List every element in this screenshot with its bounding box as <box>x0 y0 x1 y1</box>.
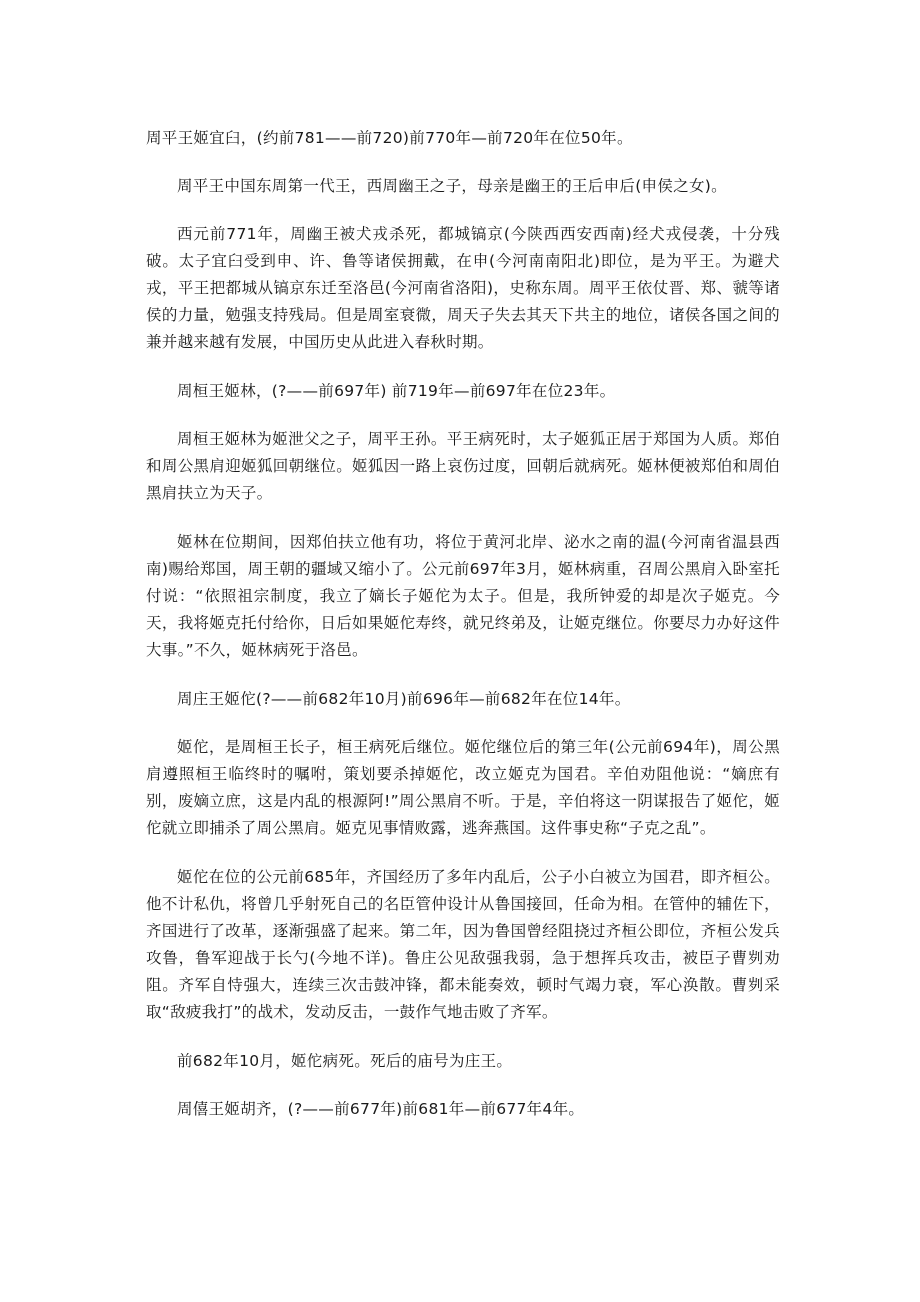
paragraph-pingwang-history: 西元前771年，周幽王被犬戎杀死，都城镐京(今陕西西安西南)经犬戎侵袭，十分残破。太子宜臼受到申、许、鲁等诸侯拥戴，在申(今河南南阳北)即位，是为平王。为避犬戎，平王把都城从镐京东迁至洛邑(今河南省洛阳)，史称东周。周平王依仗晋、郑、虢等诸侯的力量，勉强支持残局。但是周室衰微，周天子失去其天下共主的地位，诸侯各国之间的兼并越来越有发展，中国历史从此进入春秋时期。 <box>146 225 780 351</box>
paragraph-pingwang-title: 周平王姬宜臼，(约前781——前720)前770年—前720年在位50年。 <box>146 129 633 147</box>
paragraph-zhuangwang-death: 前682年10月，姬佗病死。死后的庙号为庄王。 <box>177 1052 513 1070</box>
paragraph-zhuangwang-title: 周庄王姬佗(?——前682年10月)前696年—前682年在位14年。 <box>177 690 631 708</box>
paragraph-huanwang-intro: 周桓王姬林为姬泄父之子，周平王孙。平王病死时，太子姬狐正居于郑国为人质。郑伯和周公黑肩迎姬狐回朝继位。姬狐因一路上哀伤过度，回朝后就病死。姬林便被郑伯和周伯黑肩扶立为天子。 <box>146 430 780 502</box>
paragraph-zhuangwang-intro: 姬佗，是周桓王长子，桓王病死后继位。姬佗继位后的第三年(公元前694年)，周公黑肩遵照桓王临终时的嘱咐，策划要杀掉姬佗，改立姬克为国君。辛伯劝阻他说：“嫡庶有别，废嫡立庶，这是内乱的根源阿!”周公黑肩不听。于是，辛伯将这一阴谋报告了姬佗，姬佗就立即捕杀了周公黑肩。姬克见事情败露，逃奔燕国。这件事史称“子克之乱”。 <box>146 738 780 837</box>
paragraph-xiwang-title: 周僖王姬胡齐，(?——前677年)前681年—前677年4年。 <box>177 1100 585 1118</box>
paragraph-huanwang-reign: 姬林在位期间，因郑伯扶立他有功，将位于黄河北岸、泌水之南的温(今河南省温县西南)赐给郑国，周王朝的疆域又缩小了。公元前697年3月，姬林病重，召周公黑肩入卧室托付说：“依照祖宗制度，我立了嫡长子姬佗为太子。但是，我所钟爱的却是次子姬克。今天，我将姬克托付给你，日后如果姬佗寿终，就兄终弟及，让姬克继位。你要尽力办好这件大事。”不久，姬林病死于洛邑。 <box>146 533 780 659</box>
document-page <box>146 125 780 1123</box>
paragraph-huanwang-title: 周桓王姬林，(?——前697年) 前719年—前697年在位23年。 <box>177 382 616 400</box>
paragraph-pingwang-intro: 周平王中国东周第一代王，西周幽王之子，母亲是幽王的王后申后(申侯之女)。 <box>177 177 727 195</box>
paragraph-zhuangwang-qi: 姬佗在位的公元前685年，齐国经历了多年内乱后，公子小白被立为国君，即齐桓公。他不计私仇，将曾几乎射死自己的名臣管仲设计从鲁国接回，任命为相。在管仲的辅佐下，齐国进行了改革，逐渐强盛了起来。第二年，因为鲁国曾经阻挠过齐桓公即位，齐桓公发兵攻鲁，鲁军迎战于长勺(今地不详)。鲁庄公见敌强我弱，急于想挥兵攻击，被臣子曹刿劝阻。齐军自恃强大，连续三次击鼓冲锋，都未能奏效，顿时气竭力衰，军心涣散。曹刿采取“敌疲我打”的战术，发动反击，一鼓作气地击败了齐军。 <box>146 868 780 1021</box>
